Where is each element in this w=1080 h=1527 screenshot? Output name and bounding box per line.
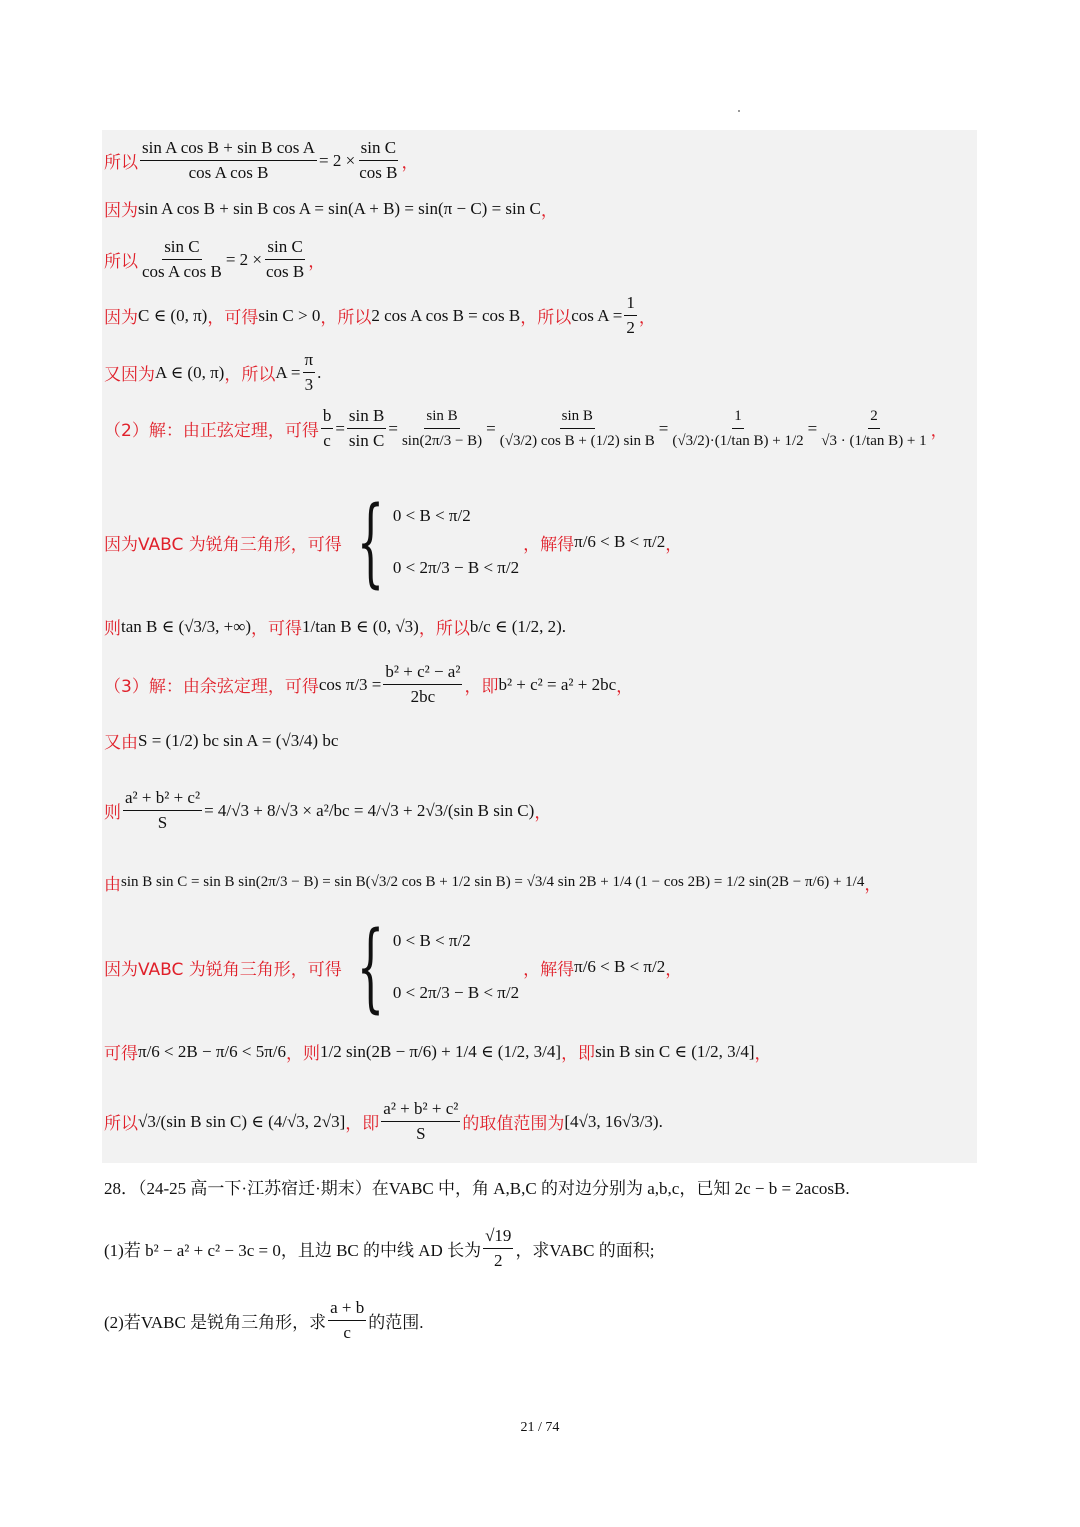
solution-line-12 (104, 870, 881, 895)
part-2-text: (2)若VABC 是锐角三角形，求 (104, 1313, 327, 1332)
math-text: π/6 < 2B − π/6 < 5π/6 (138, 1041, 287, 1061)
lead-text: 又由 (104, 733, 138, 753)
math-text: b² + c² = a² + 2bc (498, 674, 617, 694)
punct: ， (665, 959, 683, 980)
math-text: cos π/3 = (318, 674, 382, 694)
fraction: $\frac{\text{a² + b² + c²}}{S}$ (125, 788, 201, 832)
solution-line-4 (104, 291, 656, 340)
connector-text: ，所以 (224, 365, 276, 385)
math-text: 2 cos A cos B = cos B (371, 305, 521, 325)
math-text: [4√3, 16√3/3) (564, 1111, 659, 1131)
math-text: π/6 < B < π/2 (574, 957, 666, 976)
question-28-stem: 28．（24-25 高一下·江苏宿迁·期末）在VABC 中，角 A,B,C 的对边分别为 a,b,c，已知 2c − b = 2acosB. (104, 1179, 850, 1198)
connector-text: ，即 (464, 677, 499, 697)
connector-text: ，可得 (207, 308, 259, 328)
lead-text: 则 (104, 619, 121, 639)
fraction: $\frac{2}{\text{√3 · (1/tan B) + 1}}$ (819, 404, 928, 453)
math-text: = 2 × (319, 150, 356, 170)
lead-text: 所以 (104, 153, 138, 173)
fraction: $\frac{\text{b² + c² − a²}}{2bc}$ (385, 662, 461, 706)
part-1-text: (1)若 b² − a² + c² − 3c = 0，且边 BC 的中线 AD 长为 (104, 1241, 482, 1260)
punct: ， (534, 803, 552, 823)
inequality-system: { 0 < B < π/2 0 < 2π/3 − B < π/2 (356, 911, 520, 1023)
punct: ， (754, 1044, 772, 1064)
question-28-part-1 (104, 1224, 654, 1273)
punct: ， (665, 534, 683, 555)
math-text: A = (275, 362, 301, 382)
solution-line-10 (104, 728, 338, 753)
lead-text: 因为VABC 为锐角三角形，可得 (104, 959, 342, 980)
solution-line-3 (104, 235, 325, 284)
fraction: $\frac{a + b}{c}$ (330, 1298, 365, 1342)
math-text: 1/tan B ∈ (0, √3) (302, 616, 419, 636)
fraction: $\frac{\text{sin A cos B + sin B cos A}}{\text{cos A cos B}}$ (142, 138, 316, 182)
connector-text: ，即 (561, 1044, 596, 1064)
fraction: $\frac{\text{sin B}}{\text{sin C}}$ (348, 406, 385, 450)
math-text: S = (1/2) bc sin A = (√3/4) bc (138, 730, 339, 750)
fraction: $\frac{b}{c}$ (322, 406, 332, 450)
part-1-text-end: ，求VABC 的面积; (515, 1241, 655, 1260)
connector-text: ，解得 (523, 959, 575, 980)
solution-line-15 (104, 1097, 663, 1146)
math-text: = 2 × (225, 249, 262, 269)
math-text: sin B sin C ∈ (1/2, 3/4] (595, 1041, 755, 1061)
connector-text: ，解得 (523, 534, 575, 555)
scan-mark (738, 110, 740, 112)
solution-line-1 (104, 136, 418, 185)
math-text: A ∈ (0, π) (155, 362, 225, 382)
lead-text: （2）解：由正弦定理，可得 (104, 421, 319, 441)
fraction: $\frac{1}{\text{(√3/2)·(1/tan B) + 1/2}}$ (670, 404, 805, 453)
math-text: √3/(sin B sin C) ∈ (4/√3, 2√3] (138, 1111, 346, 1131)
solution-line-7 (104, 486, 683, 598)
connector-text: ，所以 (520, 308, 572, 328)
fraction: $\frac{\text{a² + b² + c²}}{S}$ (383, 1099, 459, 1143)
fraction: $\frac{\text{sin C}}{\text{cos B}}$ (359, 138, 398, 182)
connector-text: ，则 (286, 1044, 321, 1064)
connector-text: ，可得 (251, 619, 303, 639)
connector-text: ，即 (345, 1114, 380, 1134)
inequality-system: { 0 < B < π/2 0 < 2π/3 − B < π/2 (356, 486, 520, 598)
solution-line-5 (104, 348, 321, 397)
math-text: π/6 < B < π/2 (574, 532, 666, 551)
fraction: $\frac{\pi}{3}$ (304, 350, 314, 394)
lead-text: 因为 (104, 308, 138, 328)
lead-text: 又因为 (104, 365, 155, 385)
math-text: tan B ∈ (√3/3, +∞) (121, 616, 252, 636)
math-text: b/c ∈ (1/2, 2) (469, 616, 562, 636)
punct: ， (616, 677, 634, 697)
punct: . (561, 616, 567, 636)
math-text: C ∈ (0, π) (138, 305, 208, 325)
lead-text: 因为 (104, 201, 138, 221)
solution-line-9 (104, 660, 633, 709)
lead-text: （3）解：由余弦定理，可得 (104, 677, 319, 697)
lead-text: 由 (104, 875, 121, 895)
fraction: $\frac{\text{sin B}}{\text{(√3/2) cos B + (1/2) sin B}}$ (498, 404, 657, 453)
lead-text: 因为VABC 为锐角三角形，可得 (104, 534, 342, 555)
punct: . (317, 362, 322, 382)
punct: ， (638, 308, 656, 328)
math-text: sin B sin C = sin B sin(2π/3 − B) = sin B(√3/2 cos B + 1/2 sin B) = √3/4 sin 2B + 1/4 (1 − cos 2B) = 1/2 sin(2B − π/6) + 1/4 (121, 874, 865, 890)
solution-line-13 (104, 911, 683, 1023)
punct: ， (401, 153, 419, 173)
solution-line-6: （2）解：由正弦定理，可得 $\frac{b}{c}$ = $\frac{\text{sin B}}{\text{sin C}}$ = $\frac{\text{sin B}}{\sin(2\pi/3 - B)}$ = $\frac{\text{sin B}}{\text{(√3/2) cos B + (1/2) sin B}}$ = $\frac{1}{\text{(√3/2)·(1/tan B) + 1/2}}$ = $\frac{2}{\text{√3 · (1/tan B) + 1}}$ ， (104, 404, 948, 453)
connector-text: 的取值范围为 (462, 1114, 565, 1134)
connector-text: ，所以 (320, 308, 372, 328)
math-text: cos A = (571, 305, 623, 325)
solution-line-11 (104, 786, 551, 835)
lead-text: 所以 (104, 1114, 138, 1134)
fraction: $\frac{√19}{2}$ (485, 1226, 512, 1270)
punct: ， (864, 875, 882, 895)
lead-text: 可得 (104, 1044, 138, 1064)
math-text: 1/2 sin(2B − π/6) + 1/4 ∈ (1/2, 3/4] (320, 1041, 562, 1061)
math-text: = 4/√3 + 8/√3 × a²/bc = 4/√3 + 2√3/(sin B sin C) (204, 800, 535, 820)
punct: ， (930, 421, 948, 441)
fraction: $\frac{\text{sin B}}{\sin(2\pi/3 - B)}$ (400, 404, 484, 453)
solution-line-8 (104, 614, 566, 639)
solution-line-2 (104, 196, 558, 221)
math-text: sin A cos B + sin B cos A = sin(A + B) = sin(π − C) = sin C (138, 198, 541, 218)
lead-text: 所以 (104, 252, 138, 272)
part-2-text-end: 的范围. (368, 1313, 424, 1332)
punct: . (658, 1111, 663, 1131)
punct: ， (308, 252, 326, 272)
lead-text: 则 (104, 803, 121, 823)
math-text: sin C > 0 (258, 305, 321, 325)
page-number: 21 / 74 (520, 1420, 560, 1435)
connector-text: ，所以 (418, 619, 470, 639)
fraction: $\frac{\text{sin C}}{\text{cos A cos B}}$ (142, 237, 222, 281)
fraction: $\frac{1}{2}$ (626, 293, 635, 337)
fraction: $\frac{\text{sin C}}{\text{cos B}}$ (266, 237, 305, 281)
solution-line-14 (104, 1039, 772, 1064)
punct: ， (540, 201, 558, 221)
question-28-part-2 (104, 1296, 424, 1345)
